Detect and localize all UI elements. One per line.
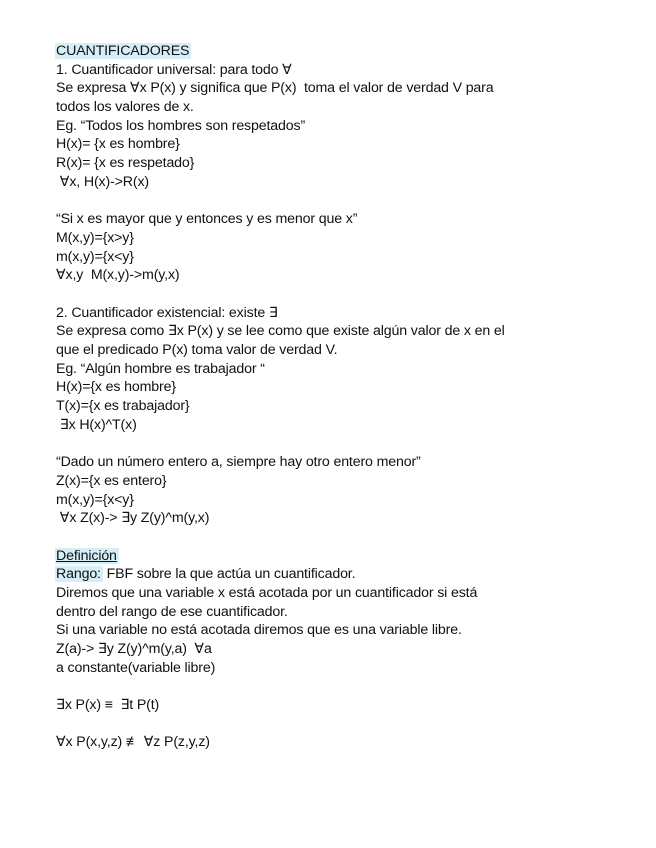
predicate-h-2: H(x)={x es hombre}: [56, 379, 176, 396]
existential-formula-2: ∀x Z(x)-> ∃y Z(y)^m(y,x): [56, 510, 210, 527]
predicate-m: m(x,y)={x<y}: [56, 491, 134, 508]
spacer: [56, 715, 636, 734]
existential-example-2: “Dado un número entero a, siempre hay otro entero menor”: [56, 454, 421, 471]
predicate-r: R(x)= {x es respetado}: [56, 155, 195, 172]
document-title: CUANTIFICADORES: [56, 43, 190, 59]
definition-line-3: dentro del rango de ese cuantificador.: [56, 603, 288, 620]
definition-line-2: Diremos que una variable x está acotada por un cuantificador si está: [56, 584, 478, 601]
definition-line-4: Si una variable no está acotada diremos que es una variable libre.: [56, 622, 462, 639]
spacer: [56, 528, 636, 547]
spacer: [56, 677, 636, 696]
rango-label: Rango:: [56, 566, 101, 583]
existential-desc-1: Se expresa como ∃x P(x) y se lee como que existe algún valor de x en el: [56, 323, 505, 340]
universal-example-2: “Si x es mayor que y entonces y es menor que x”: [56, 211, 358, 228]
universal-formula-2: ∀x,y M(x,y)->m(y,x): [56, 267, 180, 284]
definition-heading-line: [56, 547, 636, 566]
universal-desc-2: todos los valores de x.: [56, 99, 194, 116]
spacer: [56, 285, 636, 304]
universal-heading: 1. Cuantificador universal: para todo ∀: [56, 61, 292, 78]
rango-text: FBF sobre la que actúa un cuantificador.: [102, 566, 356, 583]
definition-line-5: Z(a)-> ∃y Z(y)^m(y,a) ∀a: [56, 641, 212, 657]
predicate-t: T(x)={x es trabajador}: [56, 398, 190, 415]
universal-desc-1: Se expresa ∀x P(x) y significa que P(x) toma el valor de verdad V para: [56, 80, 494, 97]
existential-formula: ∃x H(x)^T(x): [56, 416, 137, 433]
equivalence-1: ∃x P(x) ≡ ∃t P(t): [56, 697, 160, 714]
universal-formula: ∀x, H(x)->R(x): [56, 173, 149, 190]
equivalence-2: ∀x P(x,y,z) ≢ ∀z P(z,y,z): [56, 734, 210, 751]
predicate-z: Z(x)={x es entero}: [56, 472, 167, 489]
existential-heading: 2. Cuantificador existencial: existe ∃: [56, 304, 278, 321]
spacer: [56, 434, 636, 453]
spacer: [56, 192, 636, 211]
rango-line: [56, 565, 636, 584]
existential-desc-2: que el predicado P(x) toma valor de verdad V.: [56, 342, 338, 358]
definition-heading: Definición: [56, 547, 117, 564]
title-line: [56, 42, 636, 61]
definition-line-6: a constante(variable libre): [56, 659, 216, 676]
predicate-h: H(x)= {x es hombre}: [56, 136, 180, 153]
predicate-m-lower: m(x,y)={x<y}: [56, 248, 134, 265]
universal-example: Eg. “Todos los hombres son respetados”: [56, 117, 306, 134]
existential-example: Eg. “Algún hombre es trabajador “: [56, 360, 265, 377]
document-body: [56, 42, 636, 752]
predicate-m-upper: M(x,y)={x>y}: [56, 229, 134, 246]
